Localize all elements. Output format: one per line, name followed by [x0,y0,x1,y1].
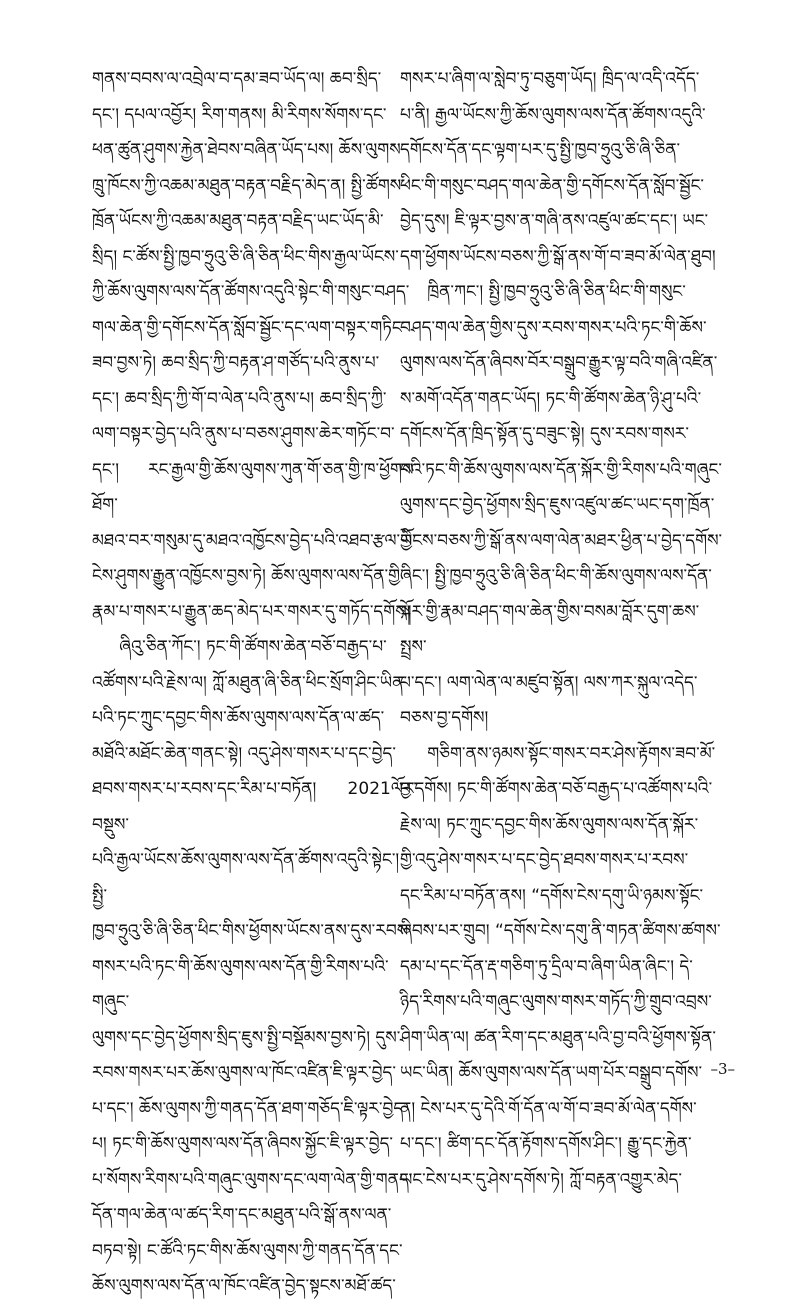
left-paragraph-2: ཞིའུ་ཅིན་ཀོང་། ཏང་གི་ཚོགས་ཆེན་བཅོ་བརྒྱད་པ་ འཚོགས་པའི་རྗེས་ལ། ཀློ་མཐུན་ཞི་ཅིན་ཕིང་སྲོག་ཤིང་ཡིན་ པའི་ཏང་ཀྲུང་དབྱང་གིས་ཆོས་ལུགས་ལས་དོན་ལ་ཚད་ མཐོའི་མཐོང་ཆེན་གནང་སྟེ། འདུ་ཤེས་གསར་པ་དང་བྱེད་ ཐབས་གསར་པ་རབས་དང་རིམ་པ་བཏོན། 2021ལོར་བསྡུས་ པའི་རྒྱལ་ཡོངས་ཆོས་ལུགས་ལས་དོན་ཚོགས་འདུའི་སྟེང་། སྤྱི་ ཁྱབ་ཧྲུའུ་ཅི་ཞི་ཅིན་ཕིང་གིས་ཕྱོགས་ཡོངས་ནས་དུས་རབས་ གསར་པའི་ཏང་གི་ཆོས་ལུགས་ལས་དོན་གྱི་རིགས་པའི་གཞུང་ ལུགས་དང་བྱེད་ཕྱོགས་སྲིད་ཇུས་སྤྱི་བསྡོམས་བྱས་ཏེ། དུས་ རབས་གསར་པར་ཆོས་ལུགས་ལ་ཁོང་འཛིན་ཇི་ལྟར་བྱེད་ པ་དང་། ཆོས་ལུགས་ཀྱི་གནད་དོན་ཐག་གཅོད་ཇི་ལྟར་བྱེད་ པ། ཏང་གི་ཆོས་ལུགས་ལས་དོན་ཞིབས་སྐྱོང་ཇི་ལྟར་བྱེད་ པ་སོགས་རིགས་པའི་གཞུང་ལུགས་དང་ལག་ལེན་གྱི་གནད་ དོན་གལ་ཆེན་ལ་ཚད་རིག་དང་མཐུན་པའི་སྒོ་ནས་ལན་ བཏབ་སྟེ། ང་ཚོའི་ཏང་གིས་ཆོས་ལུགས་ཀྱི་གནད་དོན་དང་ ཆོས་ལུགས་ལས་དོན་ལ་ཁོང་འཛིན་བྱེད་སྟངས་མཐོ་ཚད་ [92,637,417,1296]
right-column [400,62,725,1198]
right-paragraph-3: གཅིག་ནས་ཉམས་སྟོང་གསར་བར་ཤེས་རྟོགས་ཟབ་མོ་ བྱ་དགོས། ཏང་གི་ཚོགས་ཆེན་བཅོ་བརྒྱད་པ་འཚོགས་པའི་ རྗེས་ལ། ཏང་ཀྲུང་དབྱང་གིས་ཆོས་ལུགས་ལས་དོན་སྐོར་ གྱི་འདུ་ཤེས་གསར་པ་དང་བྱེད་ཐབས་གསར་པ་རབས་ དང་རིམ་པ་བཏོན་ནས། “དགོས་ངེས་དགུ་ཡི་ཉམས་སྟོང་ ཞིབས་པར་གྲུབ། “དགོས་ངེས་དགུ་ནི་གཏན་ཚིགས་ཚགས་ དམ་པ་དང་དོན་རྡ་གཅིག་ཏུ་དྲིལ་བ་ཞིག་ཡིན་ཞིང་། དེ་ ཉིད་རིགས་པའི་གཞུང་ལུགས་གསར་གཏོད་ཀྱི་གྲུབ་འབྲས་ ཤིག་ཡིན་ལ། ཚན་རིག་དང་མཐུན་པའི་བྱ་བའི་ཕྱོགས་སྟོན་ ཡང་ཡིན། ཆོས་ལུགས་ལས་དོན་ཡག་པོར་བསྒྲུབ་དགོས་ ན། ངེས་པར་དུ་དེའི་གོ་དོན་ལ་གོ་བ་ཟབ་མོ་ལེན་དགོས་ པ་དང་། ཚིག་དང་དོན་རྟོགས་དགོས་ཤིང་། རྒྱུ་དང་རྐྱེན་ ཡང་ངེས་པར་དུ་ཤེས་དགོས་ཏེ། ཀློ་བརྟན་འགྱུར་མེད་ [400,743,721,1190]
left-paragraph-1: གནས་བབས་ལ་འབྲེལ་བ་དམ་ཟབ་ཡོད་ལ། ཆབ་སྲིད་ དང་། དཔལ་འབྱོར། རིག་གནས། མི་རིགས་སོགས་དང་ ཕན་ཚུན་ཤུགས་རྐྱེན་ཐེབས་བཞིན་ཡོད་པས། ཆོས་ལུགས་ ཁྲུ་ཁོངས་ཀྱི་འཆམ་མཐུན་བརྟན་བརྗིད་མེད་ན། སྤྱི་ཚོགས་ ཁྲོན་ཡོངས་ཀྱི་འཆམ་མཐུན་བརྟན་བརྗིད་ཡང་ཡོད་མི་ སྲིད། ང་ཚོས་སྤྱི་ཁྱབ་ཧྲུའུ་ཅི་ཞི་ཅིན་ཕིང་གིས་རྒྱལ་ཡོངས་ ཀྱི་ཆོས་ལུགས་ལས་དོན་ཚོགས་འདུའི་སྟེང་གི་གསུང་བཤད་ གལ་ཆེན་གྱི་དགོངས་དོན་སློབ་སྦྱོང་དང་ལག་བསྟར་གཏིང་ ཟབ་བྱས་ཏེ། ཆབ་སྲིད་ཀྱི་བརྟན་ཤ་གཙོད་པའི་ནུས་པ་ དང་། ཆབ་སྲིད་ཀྱི་གོ་བ་ལེན་པའི་ནུས་པ། ཆབ་སྲིད་ཀྱི་ ལག་བསྟར་བྱེད་པའི་ནུས་པ་བཅས་ཤུགས་ཆེར་གཏོང་བ་ དང་། རང་རྒྱལ་གྱི་ཆོས་ལུགས་ཀུན་གོ་ཅན་གྱི་ཁ་ཕྱོགས་ཐོག་ མཐའ་བར་གསུམ་དུ་མཐའ་འཁྱོངས་བྱེད་པའི་འཐབ་རྩལ་གྱི་ ངེས་ཤུགས་རྒྱུན་འཁྱོངས་བྱས་ཏེ། ཆོས་ལུགས་ལས་དོན་གྱི་ རྣམ་པ་གསར་པ་རྒྱུན་ཆད་མེད་པར་གསར་དུ་གཏོད་དགོས། [92,69,417,622]
right-paragraph-1: གསར་པ་ཞིག་ལ་སླེབ་ཏུ་བཅུག་ཡོད། ཁྲིད་ལ་འདི་འདོད་ པ་ནི། རྒྱལ་ཡོངས་ཀྱི་ཆོས་ལུགས་ལས་དོན་ཚོགས་འདུའི་ དགོངས་དོན་དང་ལྟག་པར་དུ་སྤྱི་ཁྱབ་ཧྲུའུ་ཅི་ཞི་ཅིན་ ཕིང་གི་གསུང་བཤད་གལ་ཆེན་གྱི་དགོངས་དོན་སློབ་སྦྱོང་ བྱེད་དུས། ཇི་ལྟར་བྱས་ན་གཞི་ནས་འཛུལ་ཚང་དང་། ཡང་ དག་ཕྱོགས་ཡོངས་བཅས་ཀྱི་སྒོ་ནས་གོ་བ་ཟབ་མོ་ལེན་ཐུབ། [400,69,716,267]
right-paragraph-2: ཁྲིན་ཀང་། སྤྱི་ཁྱབ་ཧྲུའུ་ཅི་ཞི་ཅིན་ཕིང་གི་གསུང་ བཤད་གལ་ཆེན་གྱིས་དུས་རབས་གསར་པའི་ཏང་གི་ཆོས་ ལུགས་ལས་དོན་ཞིབས་བོར་བསྒྲུབ་རྒྱུར་ལྟ་བའི་གཞི་འཛིན་ ས་མགོ་འདོན་གནང་ཡོད། ཏང་གི་ཚོགས་ཆེན་ཉི་ཤུ་པའི་ དགོངས་དོན་ཁྲིད་སྟོན་དུ་བཟུང་སྟེ། དུས་རབས་གསར་ པའི་ཏང་གི་ཆོས་ལུགས་ལས་དོན་སྐོར་གྱི་རིགས་པའི་གཞུང་ ལུགས་དང་བྱེད་ཕྱོགས་སྲིད་ཇུས་འཛུལ་ཚང་ཡང་དག་ཁྲོན་ ཡོངས་བཅས་ཀྱི་སྒོ་ནས་ལག་ལེན་མཐར་ཕྱིན་པ་བྱེད་དགོས་ ཞིང་། སྤྱི་ཁྱབ་ཧྲུའུ་ཅི་ཞི་ཅིན་ཕིང་གི་ཆོས་ལུགས་ལས་དོན་ སྐོར་གྱི་རྣམ་བཤད་གལ་ཆེན་གྱིས་བསམ་བློར་དུག་ཆས་སྤྲས་ པ་དང་། ལག་ལེན་ལ་མཛུབ་སྟོན། ལས་ཀར་སྐུལ་འདེད་ བཅས་བྱ་དགོས། [400,282,723,728]
left-column [92,62,417,1305]
page-number: –3– [710,1060,735,1078]
